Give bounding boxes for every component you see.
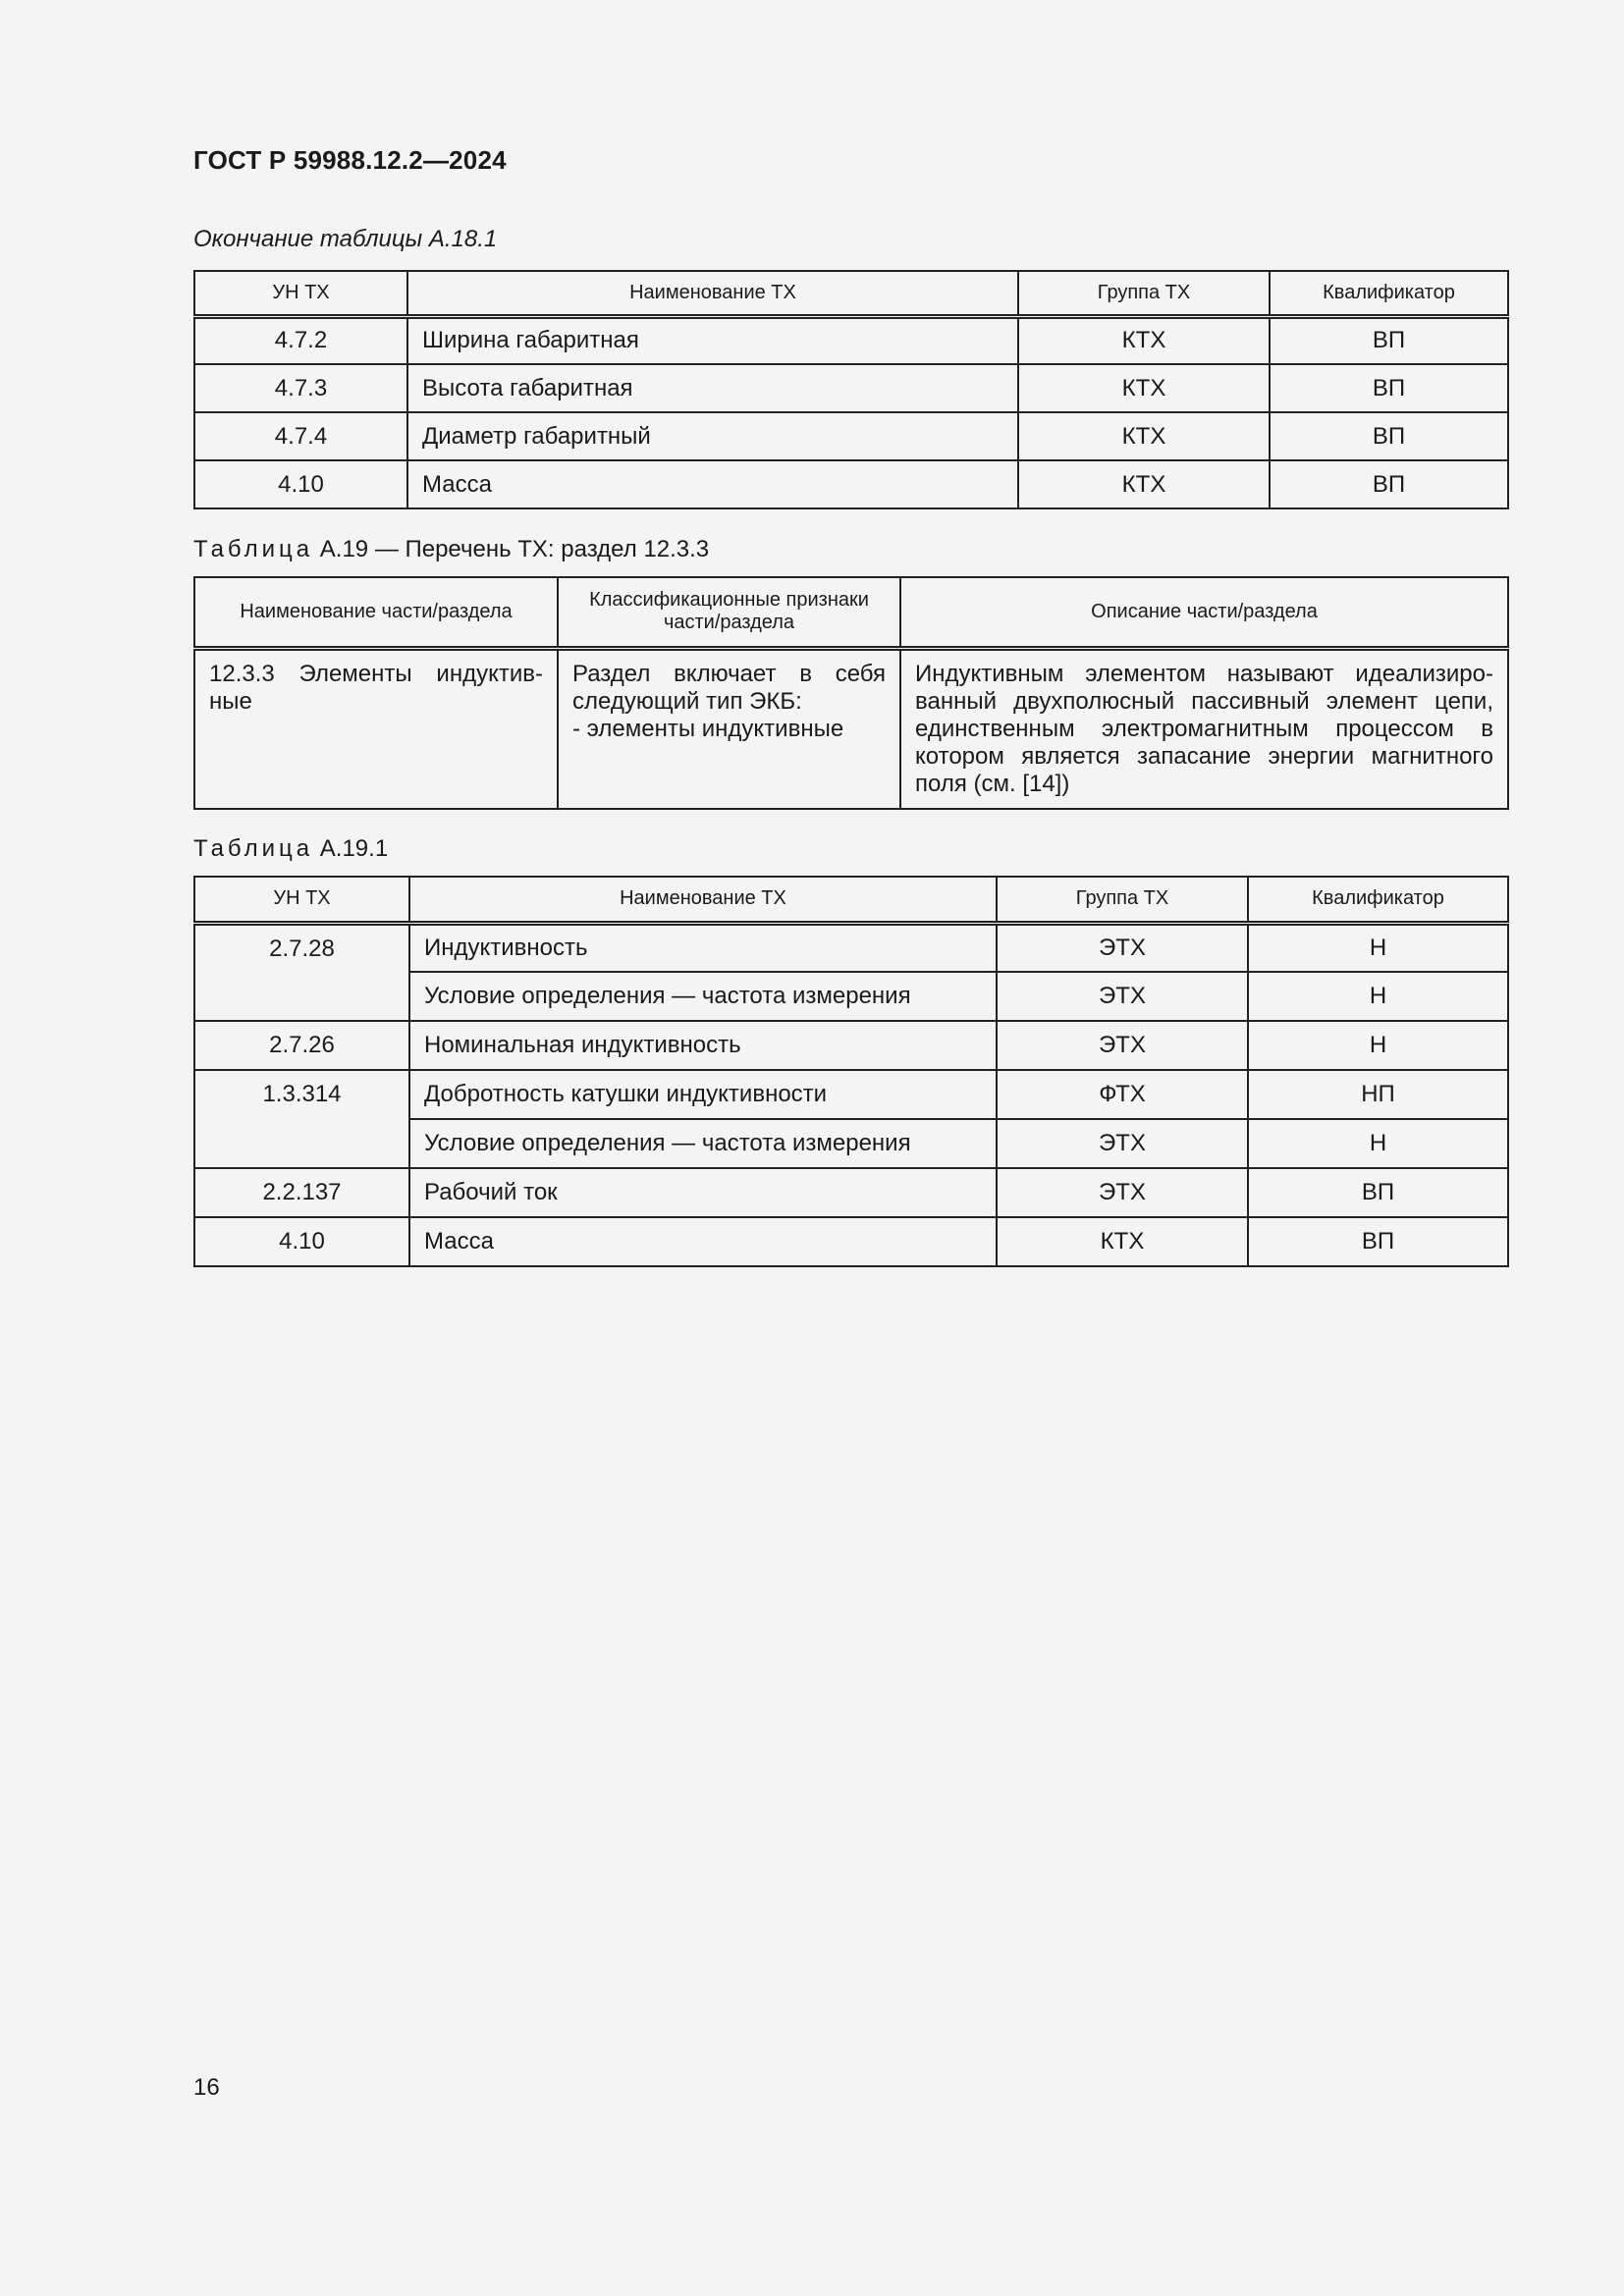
table-row [194,1021,1508,1070]
column-header: Классификационные признаки части/раздела [558,577,900,648]
group-cell: КТХ [1018,364,1270,412]
name-cell: Условие определения — частота измерения [409,1119,997,1168]
column-header: УН ТХ [194,877,409,923]
code-cell: 1.3.314 [194,1070,409,1168]
document-header: ГОСТ Р 59988.12.2—2024 [193,145,507,175]
name-cell: Ширина габаритная [407,316,1018,364]
qualifier-cell: ВП [1248,1217,1508,1266]
table-a19-1-caption [193,835,388,863]
group-cell: КТХ [1018,412,1270,460]
group-cell: ЭТХ [997,1119,1248,1168]
features-cell [558,648,900,809]
name-cell: Масса [409,1217,997,1266]
features-text: Раздел включает в себя следующий тип ЭКБ: [572,660,886,715]
name-cell: Номинальная индуктивность [409,1021,997,1070]
table-label: Таблица [193,835,314,862]
code-cell: 4.7.3 [194,364,407,412]
description-cell: Индуктивным элементом называют идеализиро-ванный двухполюсный пассивный элемент цепи, единственным электромагнитным процессом в котором является запасание энергии магнитного поля (см. [14]) [900,648,1508,809]
table-a19 [193,576,1509,810]
qualifier-cell: ВП [1270,460,1508,508]
qualifier-cell: ВП [1270,316,1508,364]
column-header: Описание части/раздела [900,577,1508,648]
table-a19-caption [193,536,709,563]
code-cell: 2.7.26 [194,1021,409,1070]
name-cell: Условие определения — частота измерения [409,972,997,1021]
group-cell: КТХ [997,1217,1248,1266]
column-header: УН ТХ [194,271,407,316]
group-cell: ФТХ [997,1070,1248,1119]
table-row [194,364,1508,412]
code-cell: 4.10 [194,1217,409,1266]
qualifier-cell: Н [1248,1119,1508,1168]
qualifier-cell: Н [1248,1021,1508,1070]
table-row [194,316,1508,364]
table-title: А.19.1 [313,835,389,862]
table-a19-1 [193,876,1509,1267]
table-title: А.19 — Перечень ТХ: раздел 12.3.3 [313,536,710,562]
code-cell: 2.7.28 [194,923,409,1021]
group-cell: ЭТХ [997,1021,1248,1070]
table-row [194,412,1508,460]
qualifier-cell: ВП [1270,412,1508,460]
column-header: Наименование ТХ [407,271,1018,316]
column-header: Квалификатор [1270,271,1508,316]
group-cell: ЭТХ [997,1168,1248,1217]
qualifier-cell: ВП [1270,364,1508,412]
column-header: Наименование части/раздела [194,577,558,648]
name-cell: Высота габаритная [407,364,1018,412]
table-row [194,1217,1508,1266]
code-cell: 2.2.137 [194,1168,409,1217]
group-cell: ЭТХ [997,972,1248,1021]
features-item: - элементы индуктивные [572,715,844,742]
qualifier-cell: НП [1248,1070,1508,1119]
table-row [194,1168,1508,1217]
name-cell: Индуктивность [409,923,997,972]
table-row [194,923,1508,972]
name-cell: Диаметр габаритный [407,412,1018,460]
table-a18-1 [193,270,1509,509]
name-cell: Добротность катушки индуктивности [409,1070,997,1119]
column-header: Квалификатор [1248,877,1508,923]
group-cell: КТХ [1018,316,1270,364]
qualifier-cell: Н [1248,923,1508,972]
table-row [194,648,1508,809]
column-header: Группа ТХ [1018,271,1270,316]
qualifier-cell: ВП [1248,1168,1508,1217]
column-header: Группа ТХ [997,877,1248,923]
part-cell: 12.3.3 Элементы индуктив-ные [194,648,558,809]
table-row [194,460,1508,508]
code-cell: 4.10 [194,460,407,508]
page-number: 16 [193,2074,220,2101]
name-cell: Рабочий ток [409,1168,997,1217]
code-cell: 4.7.4 [194,412,407,460]
code-cell: 4.7.2 [194,316,407,364]
group-cell: ЭТХ [997,923,1248,972]
table-label: Таблица [193,536,314,562]
table-a18-1-caption: Окончание таблицы А.18.1 [193,226,498,252]
group-cell: КТХ [1018,460,1270,508]
name-cell: Масса [407,460,1018,508]
column-header: Наименование ТХ [409,877,997,923]
qualifier-cell: Н [1248,972,1508,1021]
table-row [194,1070,1508,1119]
